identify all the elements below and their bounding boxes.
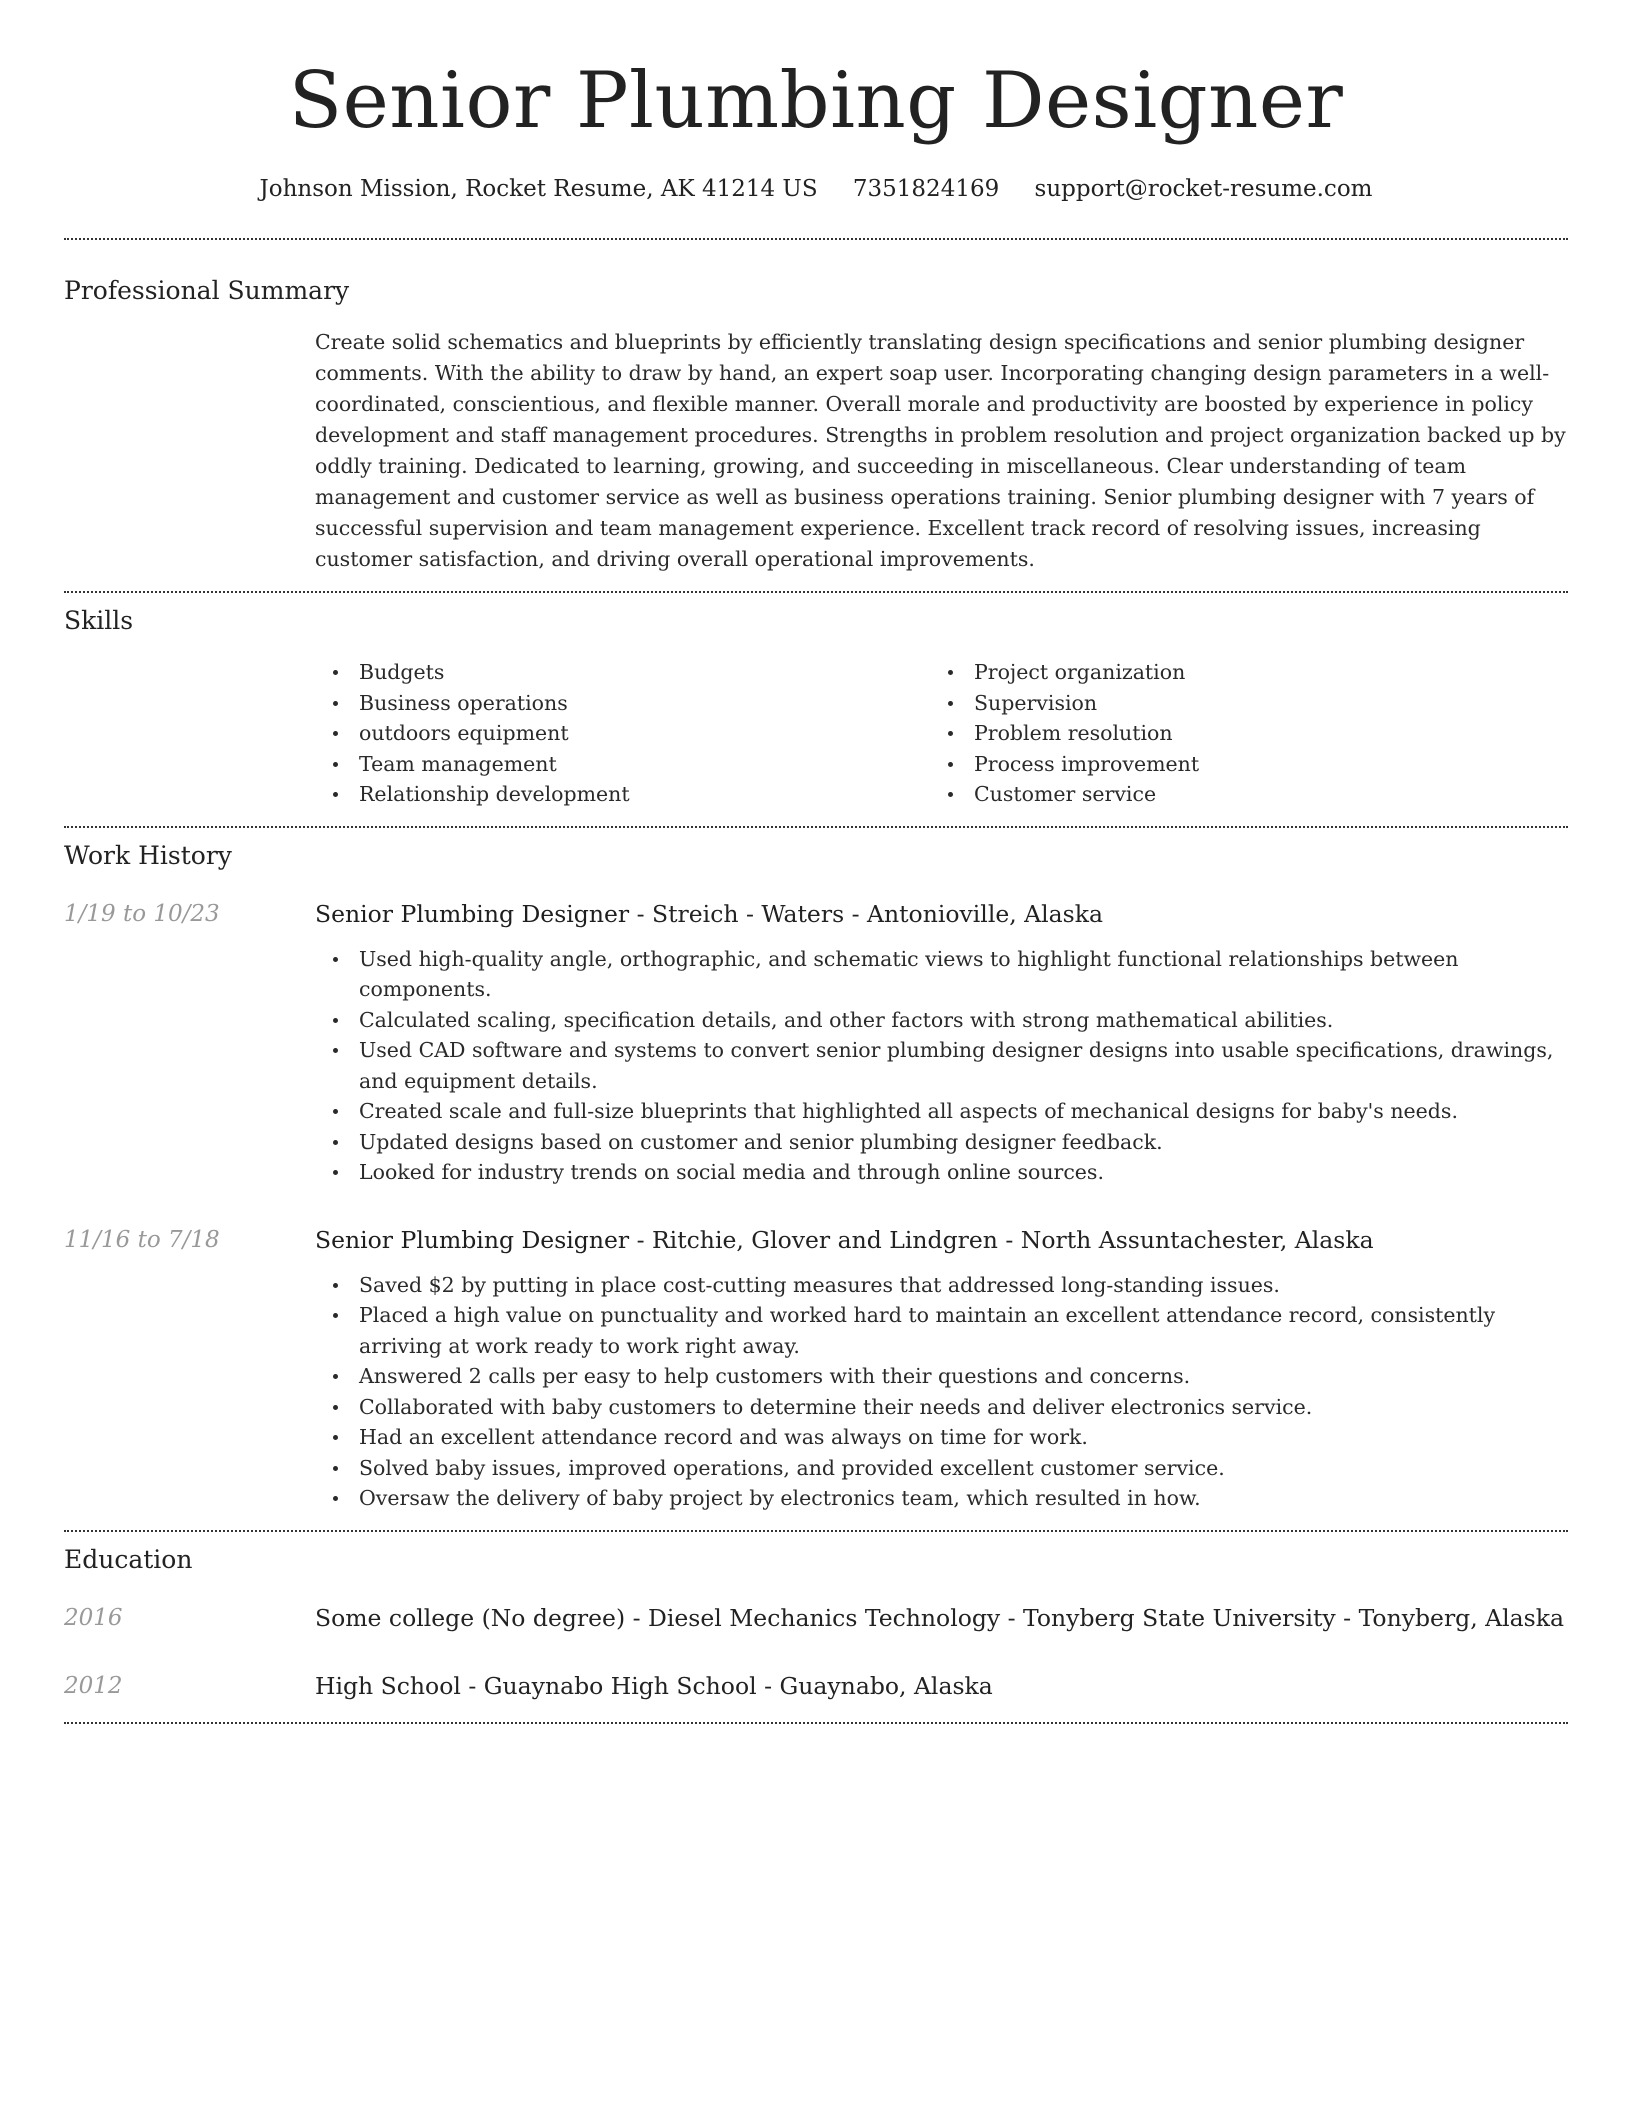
skill-item: Customer service bbox=[974, 779, 1545, 810]
section-title-skills: Skills bbox=[64, 606, 134, 635]
skills-column-left bbox=[315, 657, 930, 810]
job-bullet: Saved $2 by putting in place cost-cutting measures that addressed long-standing issues. bbox=[359, 1270, 1568, 1301]
skill-item: Problem resolution bbox=[974, 718, 1545, 749]
job-bullet: Answered 2 calls per easy to help customers with their questions and concerns. bbox=[359, 1361, 1568, 1392]
skills-section bbox=[64, 593, 1568, 810]
section-title-work: Work History bbox=[64, 840, 232, 870]
job-bullet: Placed a high value on punctuality and worked hard to maintain an excellent attendance record, consistently arriving at work ready to work right away. bbox=[359, 1300, 1568, 1361]
skill-item: Relationship development bbox=[359, 779, 930, 810]
page-title: Senior Plumbing Designer bbox=[288, 56, 1344, 146]
job-details: - Ritchie, Glover and Lindgren - North Assuntachester, Alaska bbox=[629, 1225, 1374, 1254]
job-bullet: Used CAD software and systems to convert senior plumbing designer designs into usable specifications, drawings, and equipment details. bbox=[359, 1035, 1568, 1096]
skill-item: Budgets bbox=[359, 657, 930, 688]
job-role: Senior Plumbing Designer bbox=[315, 899, 630, 928]
job-bullet: Had an excellent attendance record and was always on time for work. bbox=[359, 1422, 1568, 1453]
skill-item: Business operations bbox=[359, 688, 930, 719]
summary-section bbox=[64, 240, 1568, 575]
education-details: High School - Guaynabo High School - Guaynabo, Alaska bbox=[315, 1671, 993, 1700]
job-details: - Streich - Waters - Antonioville, Alaska bbox=[629, 899, 1103, 928]
skill-item: Supervision bbox=[974, 688, 1545, 719]
section-title-education: Education bbox=[64, 1544, 193, 1574]
contact-email: support@rocket-resume.com bbox=[1034, 176, 1373, 202]
education-entry bbox=[64, 1602, 1568, 1634]
job-bullet: Looked for industry trends on social media and through online sources. bbox=[359, 1157, 1568, 1188]
contact-address: Johnson Mission, Rocket Resume, AK 41214 US bbox=[259, 176, 818, 202]
job-dates: 1/19 to 10/23 bbox=[64, 900, 220, 927]
divider bbox=[64, 1722, 1568, 1724]
job-bullet: Solved baby issues, improved operations, and provided excellent customer service. bbox=[359, 1453, 1568, 1484]
education-year: 2016 bbox=[64, 1604, 123, 1631]
job-bullet: Collaborated with baby customers to determine their needs and deliver electronics service. bbox=[359, 1392, 1568, 1423]
job-heading bbox=[315, 898, 1568, 930]
job-role: Senior Plumbing Designer bbox=[315, 1225, 630, 1254]
skill-item: outdoors equipment bbox=[359, 718, 930, 749]
education-year: 2012 bbox=[64, 1672, 123, 1699]
skill-item: Project organization bbox=[974, 657, 1545, 688]
skill-item: Team management bbox=[359, 749, 930, 780]
job-bullet: Used high-quality angle, orthographic, and schematic views to highlight functional relationships between components. bbox=[359, 944, 1568, 1005]
resume-page bbox=[64, 0, 1568, 1724]
section-title-summary: Professional Summary bbox=[64, 276, 350, 305]
job-heading bbox=[315, 1224, 1568, 1256]
job-dates: 11/16 to 7/18 bbox=[64, 1226, 220, 1253]
education-details: Some college (No degree) - Diesel Mechanics Technology - Tonyberg State University - Tonyberg, Alaska bbox=[315, 1603, 1564, 1632]
education-entry bbox=[64, 1670, 1568, 1702]
work-section bbox=[64, 828, 1568, 1514]
job-entry bbox=[64, 1224, 1568, 1514]
job-entry bbox=[64, 898, 1568, 1188]
job-bullet: Updated designs based on customer and senior plumbing designer feedback. bbox=[359, 1127, 1568, 1158]
contact-phone: 7351824169 bbox=[852, 176, 1000, 202]
summary-text: Create solid schematics and blueprints by efficiently translating design specifications and senior plumbing designer comments. With the ability to draw by hand, an expert soap user. Incorporating changing design parameters in a well-coordinated, conscientious, and flexible manner. Overall morale and productivity are boosted by experience in policy development and staff management procedures. Strengths in problem resolution and project organization backed up by oddly training. Dedicated to learning, growing, and succeeding in miscellaneous. Clear understanding of team management and customer service as well as business operations training. Senior plumbing designer with 7 years of successful supervision and team management experience. Excellent track record of resolving issues, increasing customer satisfaction, and driving overall operational improvements. bbox=[315, 330, 1566, 571]
skills-column-right bbox=[930, 657, 1545, 810]
job-bullet: Created scale and full-size blueprints that highlighted all aspects of mechanical designs for baby's needs. bbox=[359, 1096, 1568, 1127]
education-section bbox=[64, 1532, 1568, 1702]
skill-item: Process improvement bbox=[974, 749, 1545, 780]
resume-header bbox=[64, 0, 1568, 204]
job-bullet: Calculated scaling, specification details, and other factors with strong mathematical abilities. bbox=[359, 1005, 1568, 1036]
contact-line bbox=[64, 174, 1568, 204]
job-bullet: Oversaw the delivery of baby project by electronics team, which resulted in how. bbox=[359, 1483, 1568, 1514]
